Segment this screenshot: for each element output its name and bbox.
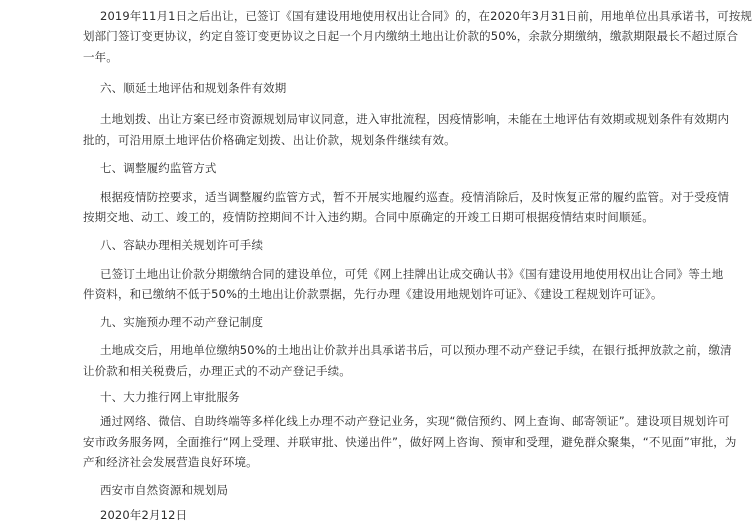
paragraph-line: 根据疫情防控要求，适当调整履约监管方式，暂不开展实地履约巡查。疫情消除后，及时恢复正常的履约监管。对于受疫情 — [100, 190, 730, 204]
paragraph-line: 安市政务服务网，全面推行“网上受理、并联审批、快递出件”，做好网上咨询、预审和受理，避免群众聚集，“不见面”审批，为 — [83, 435, 737, 449]
paragraph-line: 按期交地、动工、竣工的，疫情防控期间不计入违约期。合同中原确定的开竣工日期可根据疫情结束时间顺延。 — [83, 210, 654, 224]
section-heading: 八、容缺办理相关规划许可手续 — [100, 238, 264, 252]
paragraph-line: 2019年11月1日之后出让，已签订《国有建设用地使用权出让合同》的，在2020年3月31日前，用地单位出具承诺书，可按规 — [100, 9, 752, 23]
signature-line: 西安市自然资源和规划局 — [100, 483, 229, 497]
paragraph-line: 土地划拨、出让方案已经市资源规划局审议同意，进入审批流程，因疫情影响，未能在土地评估有效期或规划条件有效期内 — [100, 112, 730, 126]
section-heading: 九、实施预办理不动产登记制度 — [100, 315, 264, 329]
paragraph-line: 土地成交后，用地单位缴纳50%的土地出让价款并出具承诺书后，可以预办理不动产登记手续，在银行抵押放款之前，缴清 — [100, 343, 732, 357]
paragraph-line: 一年。 — [83, 50, 118, 64]
paragraph-line: 产和经济社会发展营造良好环境。 — [83, 455, 258, 469]
date-line: 2020年2月12日 — [100, 508, 188, 522]
paragraph-line: 划部门签订变更协议，约定自签订变更协议之日起一个月内缴纳土地出让价款的50%，余款分期缴纳，缴款期限最长不超过原合 — [83, 29, 739, 43]
section-heading: 六、顺延土地评估和规划条件有效期 — [100, 81, 287, 95]
paragraph-line: 批的，可沿用原土地评估价格确定划拨、出让价款，规划条件继续有效。 — [83, 133, 456, 147]
section-heading: 七、调整履约监管方式 — [100, 161, 217, 175]
paragraph-line: 让价款和相关税费后，办理正式的不动产登记手续。 — [83, 364, 351, 378]
paragraph-line: 件资料，和已缴纳不低于50%的土地出让价款票据，先行办理《建设用地规划许可证》、《建设工程规划许可证》。 — [83, 287, 663, 301]
paragraph-line: 已签订土地出让价款分期缴纳合同的建设单位，可凭《网上挂牌出让成交确认书》《国有建设用地使用权出让合同》等土地 — [100, 267, 724, 281]
paragraph-line: 通过网络、微信、自助终端等多样化线上办理不动产登记业务，实现“微信预约、网上查询、邮寄领证”。建设项目规划许可 — [100, 414, 730, 428]
section-heading: 十、大力推行网上审批服务 — [100, 390, 240, 404]
